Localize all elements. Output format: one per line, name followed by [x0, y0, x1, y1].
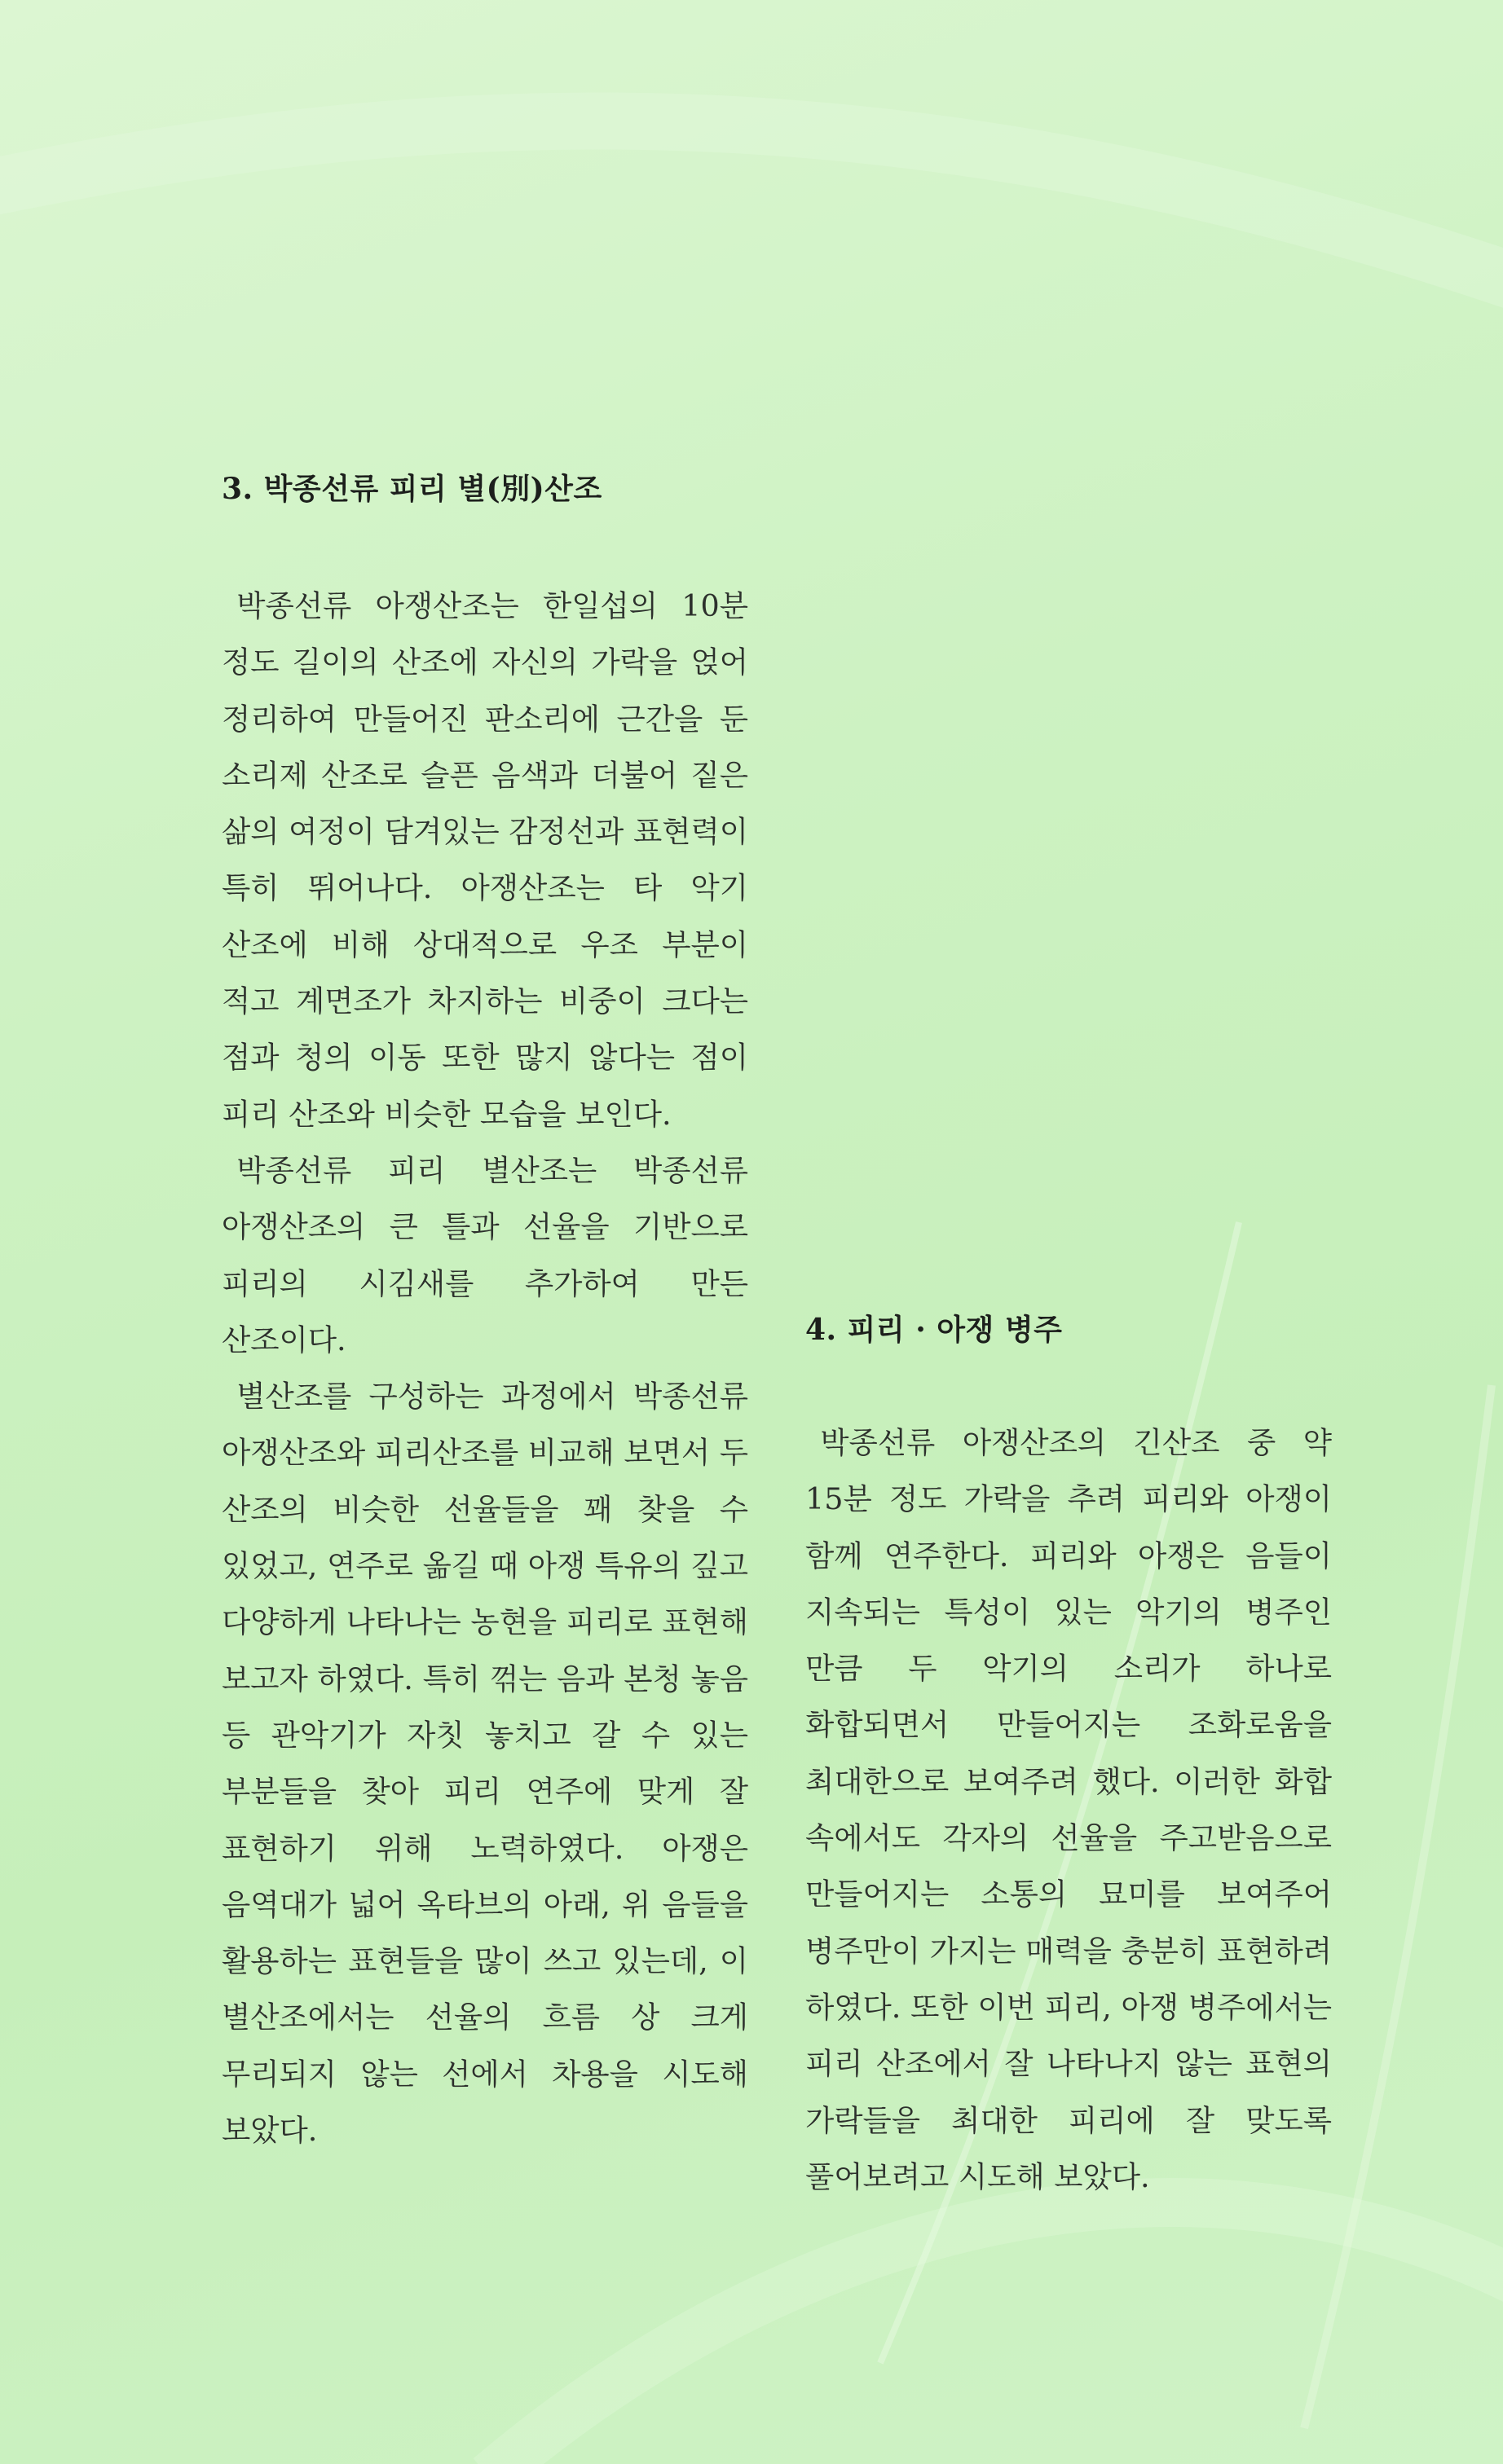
section-4-body	[805, 1415, 1332, 2205]
section-4-paragraph-1: 박종선류 아쟁산조의 긴산조 중 약 15분 정도 가락을 추려 피리와 아쟁이 함께 연주한다. 피리와 아쟁은 음들이 지속되는 특성이 있는 악기의 병주인 만큼 두 악기의 소리가 하나로 화합되면서 만들어지는 조화로움을 최대한으로 보여주려 했다. 이러한 화합 속에서도 각자의 선율을 주고받음으로 만들어지는 소통의 묘미를 보여주어 병주만이 가지는 매력을 충분히 표현하려 하였다. 또한 이번 피리, 아쟁 병주에서는 피리 산조에서 잘 나타나지 않는 표현의 가락들을 최대한 피리에 잘 맞도록 풀어보려고 시도해 보았다.	[805, 1425, 1332, 2194]
section-3-paragraph-3: 별산조를 구성하는 과정에서 박종선류 아쟁산조와 피리산조를 비교해 보면서 두 산조의 비슷한 선율들을 꽤 찾을 수 있었고, 연주로 옮길 때 아쟁 특유의 깊고 다양하게 나타나는 농현을 피리로 표현해 보고자 하였다. 특히 꺾는 음과 본청 놓음 등 관악기가 자칫 놓치고 갈 수 있는 부분들을 찾아 피리 연주에 맞게 잘 표현하기 위해 노력하였다. 아쟁은 음역대가 넓어 옥타브의 아래, 위 음들을 활용하는 표현들을 많이 쓰고 있는데, 이 별산조에서는 선율의 흐름 상 크게 무리되지 않는 선에서 차용을 시도해 보았다.	[222, 1379, 748, 2149]
section-3-body	[222, 578, 748, 2158]
section-4-title: 4. 피리 · 아쟁 병주	[805, 1313, 1063, 1347]
section-3-paragraph-2: 박종선류 피리 별산조는 박종선류 아쟁산조의 큰 틀과 선율을 기반으로 피리의 시김새를 추가하여 만든 산조이다.	[222, 1152, 748, 1357]
section-3-paragraph-1: 박종선류 아쟁산조는 한일섭의 10분 정도 길이의 산조에 자신의 가락을 얹어 정리하여 만들어진 판소리에 근간을 둔 소리제 산조로 슬픈 음색과 더불어 짙은 삶의 여정이 담겨있는 감정선과 표현력이 특히 뛰어나다. 아쟁산조는 타 악기 산조에 비해 상대적으로 우조 부분이 적고 계면조가 차지하는 비중이 크다는 점과 청의 이동 또한 많지 않다는 점이 피리 산조와 비슷한 모습을 보인다.	[222, 588, 748, 1132]
section-3-title: 3. 박종선류 피리 별(別)산조	[222, 472, 602, 506]
